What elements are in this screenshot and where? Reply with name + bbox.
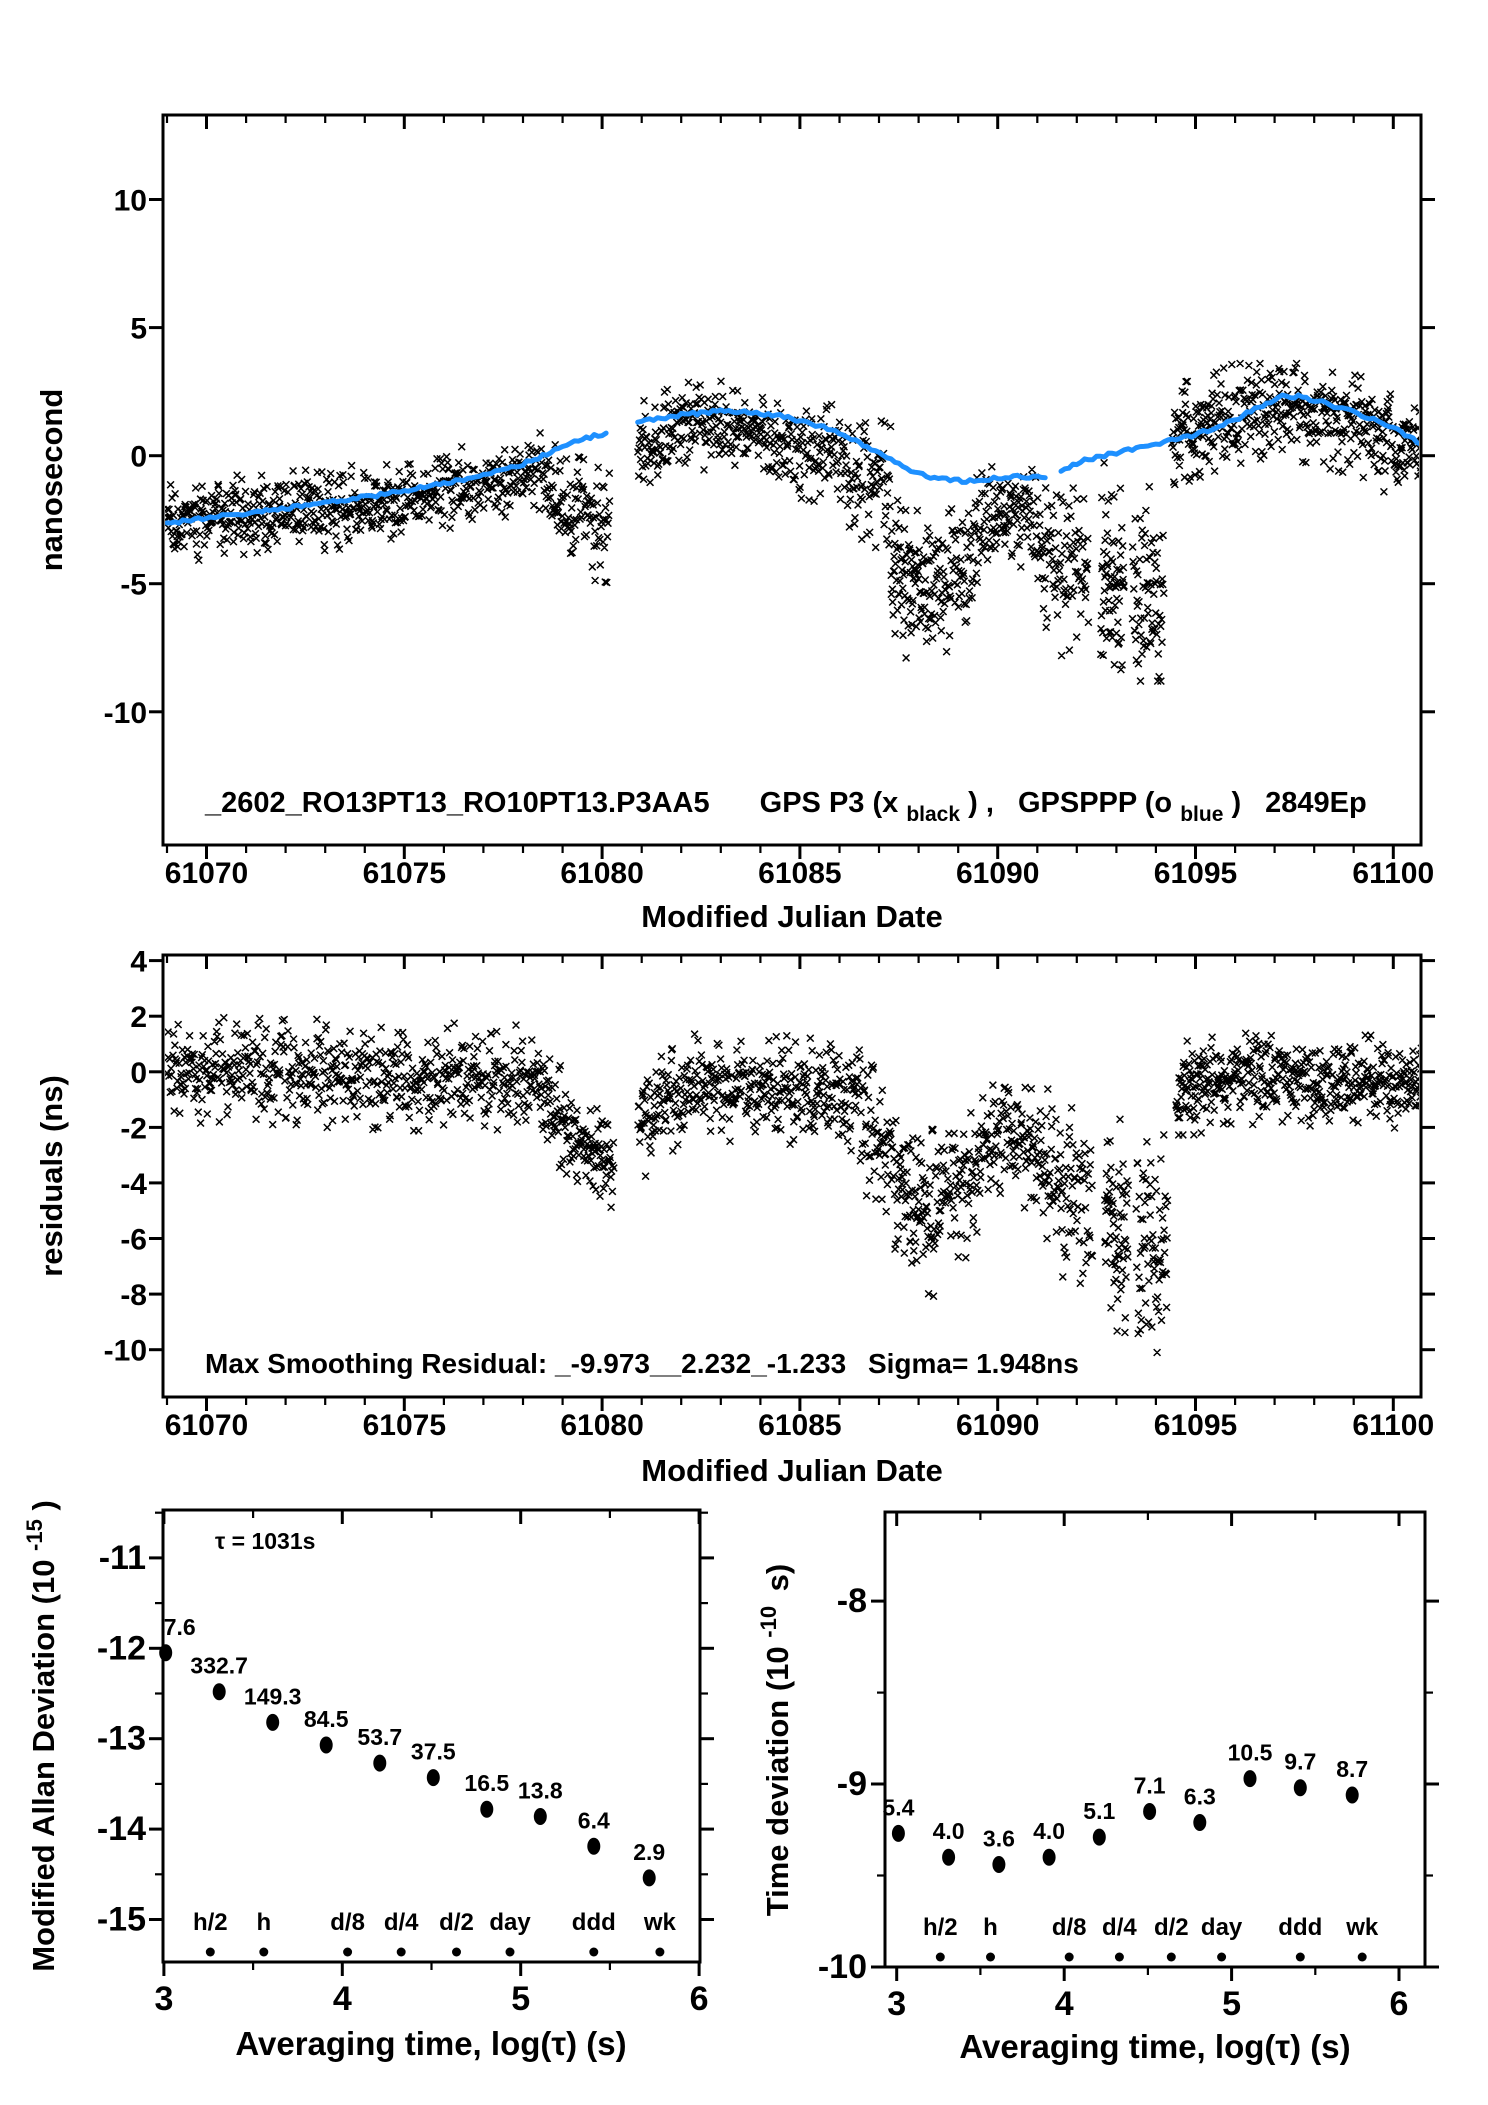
mdev-tau-annotation: τ = 1031s	[215, 1528, 316, 1554]
phase-y-tick-label: 10	[113, 184, 147, 218]
mdev-data-point	[643, 1869, 656, 1886]
residuals-x-tick-label: 61080	[560, 1409, 644, 1442]
tdev-x-tick-label: 5	[1222, 1985, 1242, 2023]
tdev-interval-dot	[1217, 1953, 1226, 1962]
tdev-interval-label: day	[1200, 1914, 1243, 1941]
phase-x-tick-label: 61085	[758, 857, 842, 890]
mdev-data-point	[427, 1769, 440, 1786]
residuals-x-tick-label: 61070	[164, 1409, 249, 1442]
tdev-interval-dot	[1065, 1953, 1074, 1962]
tdev-y-axis-label	[748, 1564, 795, 1917]
tdev-interval-dot	[1115, 1953, 1124, 1962]
tdev-x-axis-label: Averaging time, log(τ) (s)	[959, 2028, 1351, 2065]
residuals-y-tick-label: -6	[120, 1223, 147, 1257]
phase-x-tick-label: 61090	[955, 857, 1040, 890]
tdev-point-value-label: 10.5	[1227, 1739, 1273, 1766]
series2-close: )	[1231, 787, 1242, 819]
mdev-interval-label: wk	[643, 1909, 676, 1936]
mdev-point-value-label: 7.6	[163, 1613, 196, 1640]
mdev-interval-label: d/2	[439, 1909, 474, 1936]
tdev-interval-label: wk	[1346, 1914, 1379, 1941]
mdev-interval-dot	[589, 1948, 598, 1957]
phase-x-tick-label: 61095	[1153, 857, 1238, 890]
mdev-y-tick-label: -12	[96, 1629, 146, 1668]
mdev-point-value-label: 13.8	[517, 1777, 563, 1804]
mdev-interval-label: d/4	[383, 1909, 419, 1936]
tdev-data-point	[1294, 1779, 1307, 1796]
tdev-ylabel-exponent: -10	[756, 1605, 781, 1638]
phase-chart	[104, 115, 1437, 890]
tdev-interval-dot	[936, 1953, 945, 1962]
tdev-data-point	[1193, 1814, 1206, 1831]
residuals-plot-frame	[163, 955, 1421, 1397]
tdev-interval-label: d/2	[1153, 1914, 1189, 1941]
mdev-interval-dot	[506, 1948, 515, 1957]
mdev-point-value-label: 2.9	[633, 1838, 666, 1865]
residuals-y-tick-label: -8	[120, 1279, 147, 1313]
residuals-x-axis-label: Modified Julian Date	[641, 1453, 943, 1488]
phase-title-annotation	[204, 787, 1367, 828]
mdev-data-point	[266, 1714, 279, 1731]
mdev-y-tick-label: -11	[98, 1538, 146, 1577]
tdev-data-point	[992, 1856, 1005, 1873]
tdev-ylabel-post: s)	[760, 1563, 795, 1592]
tdev-interval-label: d/8	[1051, 1914, 1087, 1941]
tdev-ylabel-pre: Time deviation (10	[760, 1646, 795, 1917]
residuals-x-tick-label: 61085	[758, 1409, 842, 1442]
max-smoothing-residual: Max Smoothing Residual: _-9.973__2.232_-1.233	[205, 1348, 847, 1379]
tdev-x-tick-label: 6	[1389, 1985, 1409, 2023]
tdev-data-point	[1093, 1829, 1106, 1846]
residuals-scatter-x-markers	[164, 1014, 1436, 1356]
mdev-interval-label: d/8	[330, 1909, 365, 1936]
tdev-point-value-label: 8.7	[1336, 1756, 1369, 1782]
tdev-data-point	[1346, 1787, 1359, 1804]
phase-y-axis-label: nanosecond	[34, 388, 69, 572]
mdev-y-tick-label: -15	[96, 1900, 146, 1939]
residuals-y-tick-label: -10	[103, 1334, 147, 1368]
residuals-y-tick-label: -2	[120, 1112, 147, 1146]
tdev-interval-dot	[1358, 1953, 1367, 1962]
mdev-data-point	[373, 1755, 386, 1772]
tdev-y-tick-label: -10	[817, 1948, 867, 1986]
tdev-point-value-label: 5.1	[1083, 1798, 1116, 1825]
mdev-point-value-label: 37.5	[410, 1738, 456, 1765]
residuals-y-tick-label: -4	[120, 1167, 147, 1201]
mdev-data-point	[534, 1808, 547, 1825]
phase-y-tick-label: 0	[130, 440, 147, 474]
mdev-interval-dot	[397, 1948, 406, 1957]
tdev-interval-label: d/4	[1102, 1914, 1137, 1941]
tdev-interval-dot	[986, 1953, 995, 1962]
mdev-point-value-label: 16.5	[464, 1770, 510, 1797]
mdev-y-tick-label: -14	[96, 1810, 146, 1849]
phase-y-tick-label: -5	[120, 568, 147, 602]
tdev-interval-dot	[1167, 1953, 1176, 1962]
mdev-interval-dot	[452, 1948, 461, 1957]
mdev-interval-dot	[259, 1948, 268, 1957]
mdev-interval-label: ddd	[571, 1909, 616, 1936]
phase-y-tick-label: -10	[103, 696, 147, 730]
mdev-ylabel-exponent: -15	[22, 1519, 47, 1551]
tdev-data-point	[1043, 1849, 1056, 1866]
tdev-x-tick-label: 4	[1054, 1985, 1074, 2023]
tdev-data-point	[1143, 1803, 1156, 1820]
tdev-x-tick-label: 3	[887, 1985, 907, 2023]
sigma-value: Sigma= 1.948ns	[867, 1348, 1079, 1379]
mdev-chart	[97, 1510, 714, 2018]
mdev-plot-frame	[163, 1510, 700, 1962]
tdev-point-value-label: 7.1	[1133, 1772, 1166, 1799]
epoch-count: 2849Ep	[1265, 787, 1367, 819]
mdev-interval-label: h/2	[192, 1909, 228, 1936]
tdev-point-value-label: 4.0	[1033, 1818, 1066, 1845]
tdev-point-value-label: 5.4	[882, 1794, 915, 1821]
phase-x-tick-label: 61100	[1352, 857, 1435, 890]
phase-x-tick-label: 61075	[362, 857, 447, 890]
mdev-point-value-label: 6.4	[577, 1807, 610, 1834]
residuals-stats-annotation	[205, 1348, 1079, 1379]
mdev-interval-label: day	[489, 1909, 531, 1936]
tdev-point-value-label: 9.7	[1284, 1748, 1317, 1775]
mdev-data-point	[213, 1683, 226, 1700]
mdev-interval-dot	[655, 1948, 664, 1957]
mdev-data-point	[587, 1838, 600, 1855]
residuals-x-tick-label: 61100	[1352, 1409, 1435, 1442]
dataset-id: _2602_RO13PT13_RO10PT13.P3AA5	[205, 787, 710, 819]
tdev-data-point	[892, 1825, 905, 1842]
tdev-data-point	[942, 1849, 955, 1866]
residuals-x-tick-label: 61095	[1153, 1409, 1238, 1442]
tdev-plot-frame	[885, 1512, 1425, 1967]
phase-x-tick-label: 61070	[164, 857, 249, 890]
phase-y-tick-label: 5	[130, 312, 147, 346]
tdev-interval-label: h	[983, 1914, 998, 1941]
residuals-x-tick-label: 61090	[955, 1409, 1040, 1442]
mdev-y-tick-label: -13	[96, 1719, 146, 1758]
mdev-interval-dot	[206, 1948, 215, 1957]
mdev-point-value-label: 332.7	[190, 1652, 248, 1679]
tdev-y-tick-label: -8	[836, 1582, 867, 1621]
phase-scatter-x-markers	[164, 360, 1436, 684]
mdev-interval-label: h	[256, 1909, 272, 1936]
mdev-x-tick-label: 3	[154, 1980, 174, 2018]
tdev-interval-label: h/2	[922, 1914, 958, 1941]
mdev-data-point	[320, 1737, 333, 1754]
tdev-y-tick-label: -9	[836, 1765, 867, 1803]
mdev-ylabel-post: )	[26, 1500, 61, 1511]
series1-label: GPS P3 (x	[759, 787, 899, 819]
mdev-interval-dot	[343, 1948, 352, 1957]
residuals-y-tick-label: 2	[130, 1001, 147, 1035]
residuals-x-tick-label: 61075	[362, 1409, 447, 1442]
phase-x-axis-label: Modified Julian Date	[641, 899, 943, 934]
mdev-x-axis-label: Averaging time, log(τ) (s)	[235, 2025, 627, 2062]
series1-close: ) ,	[968, 787, 994, 819]
mdev-x-tick-label: 4	[332, 1980, 352, 2018]
tdev-chart	[818, 1512, 1439, 2023]
tdev-interval-dot	[1296, 1953, 1305, 1962]
mdev-data-point	[480, 1801, 493, 1818]
tdev-interval-label: ddd	[1278, 1914, 1323, 1941]
series1-subscript: black	[906, 803, 961, 826]
mdev-x-tick-label: 5	[511, 1980, 531, 2018]
series2-subscript: blue	[1180, 803, 1224, 826]
mdev-x-tick-label: 6	[689, 1980, 709, 2018]
tdev-point-value-label: 3.6	[982, 1825, 1015, 1852]
tdev-point-value-label: 6.3	[1183, 1783, 1216, 1810]
residuals-y-tick-label: 4	[130, 945, 147, 979]
residuals-y-tick-label: 0	[130, 1056, 147, 1090]
series2-label: GPSPPP (o	[1017, 787, 1173, 819]
mdev-point-value-label: 53.7	[357, 1724, 403, 1751]
residuals-y-axis-label: residuals (ns)	[34, 1075, 69, 1277]
tdev-data-point	[1244, 1770, 1257, 1787]
tdev-point-value-label: 4.0	[932, 1818, 965, 1845]
mdev-y-axis-label	[14, 1500, 61, 1972]
phase-x-tick-label: 61080	[560, 857, 644, 890]
mdev-point-value-label: 84.5	[303, 1706, 349, 1732]
mdev-point-value-label: 149.3	[243, 1683, 302, 1710]
mdev-ylabel-pre: Modified Allan Deviation (10	[26, 1559, 61, 1972]
